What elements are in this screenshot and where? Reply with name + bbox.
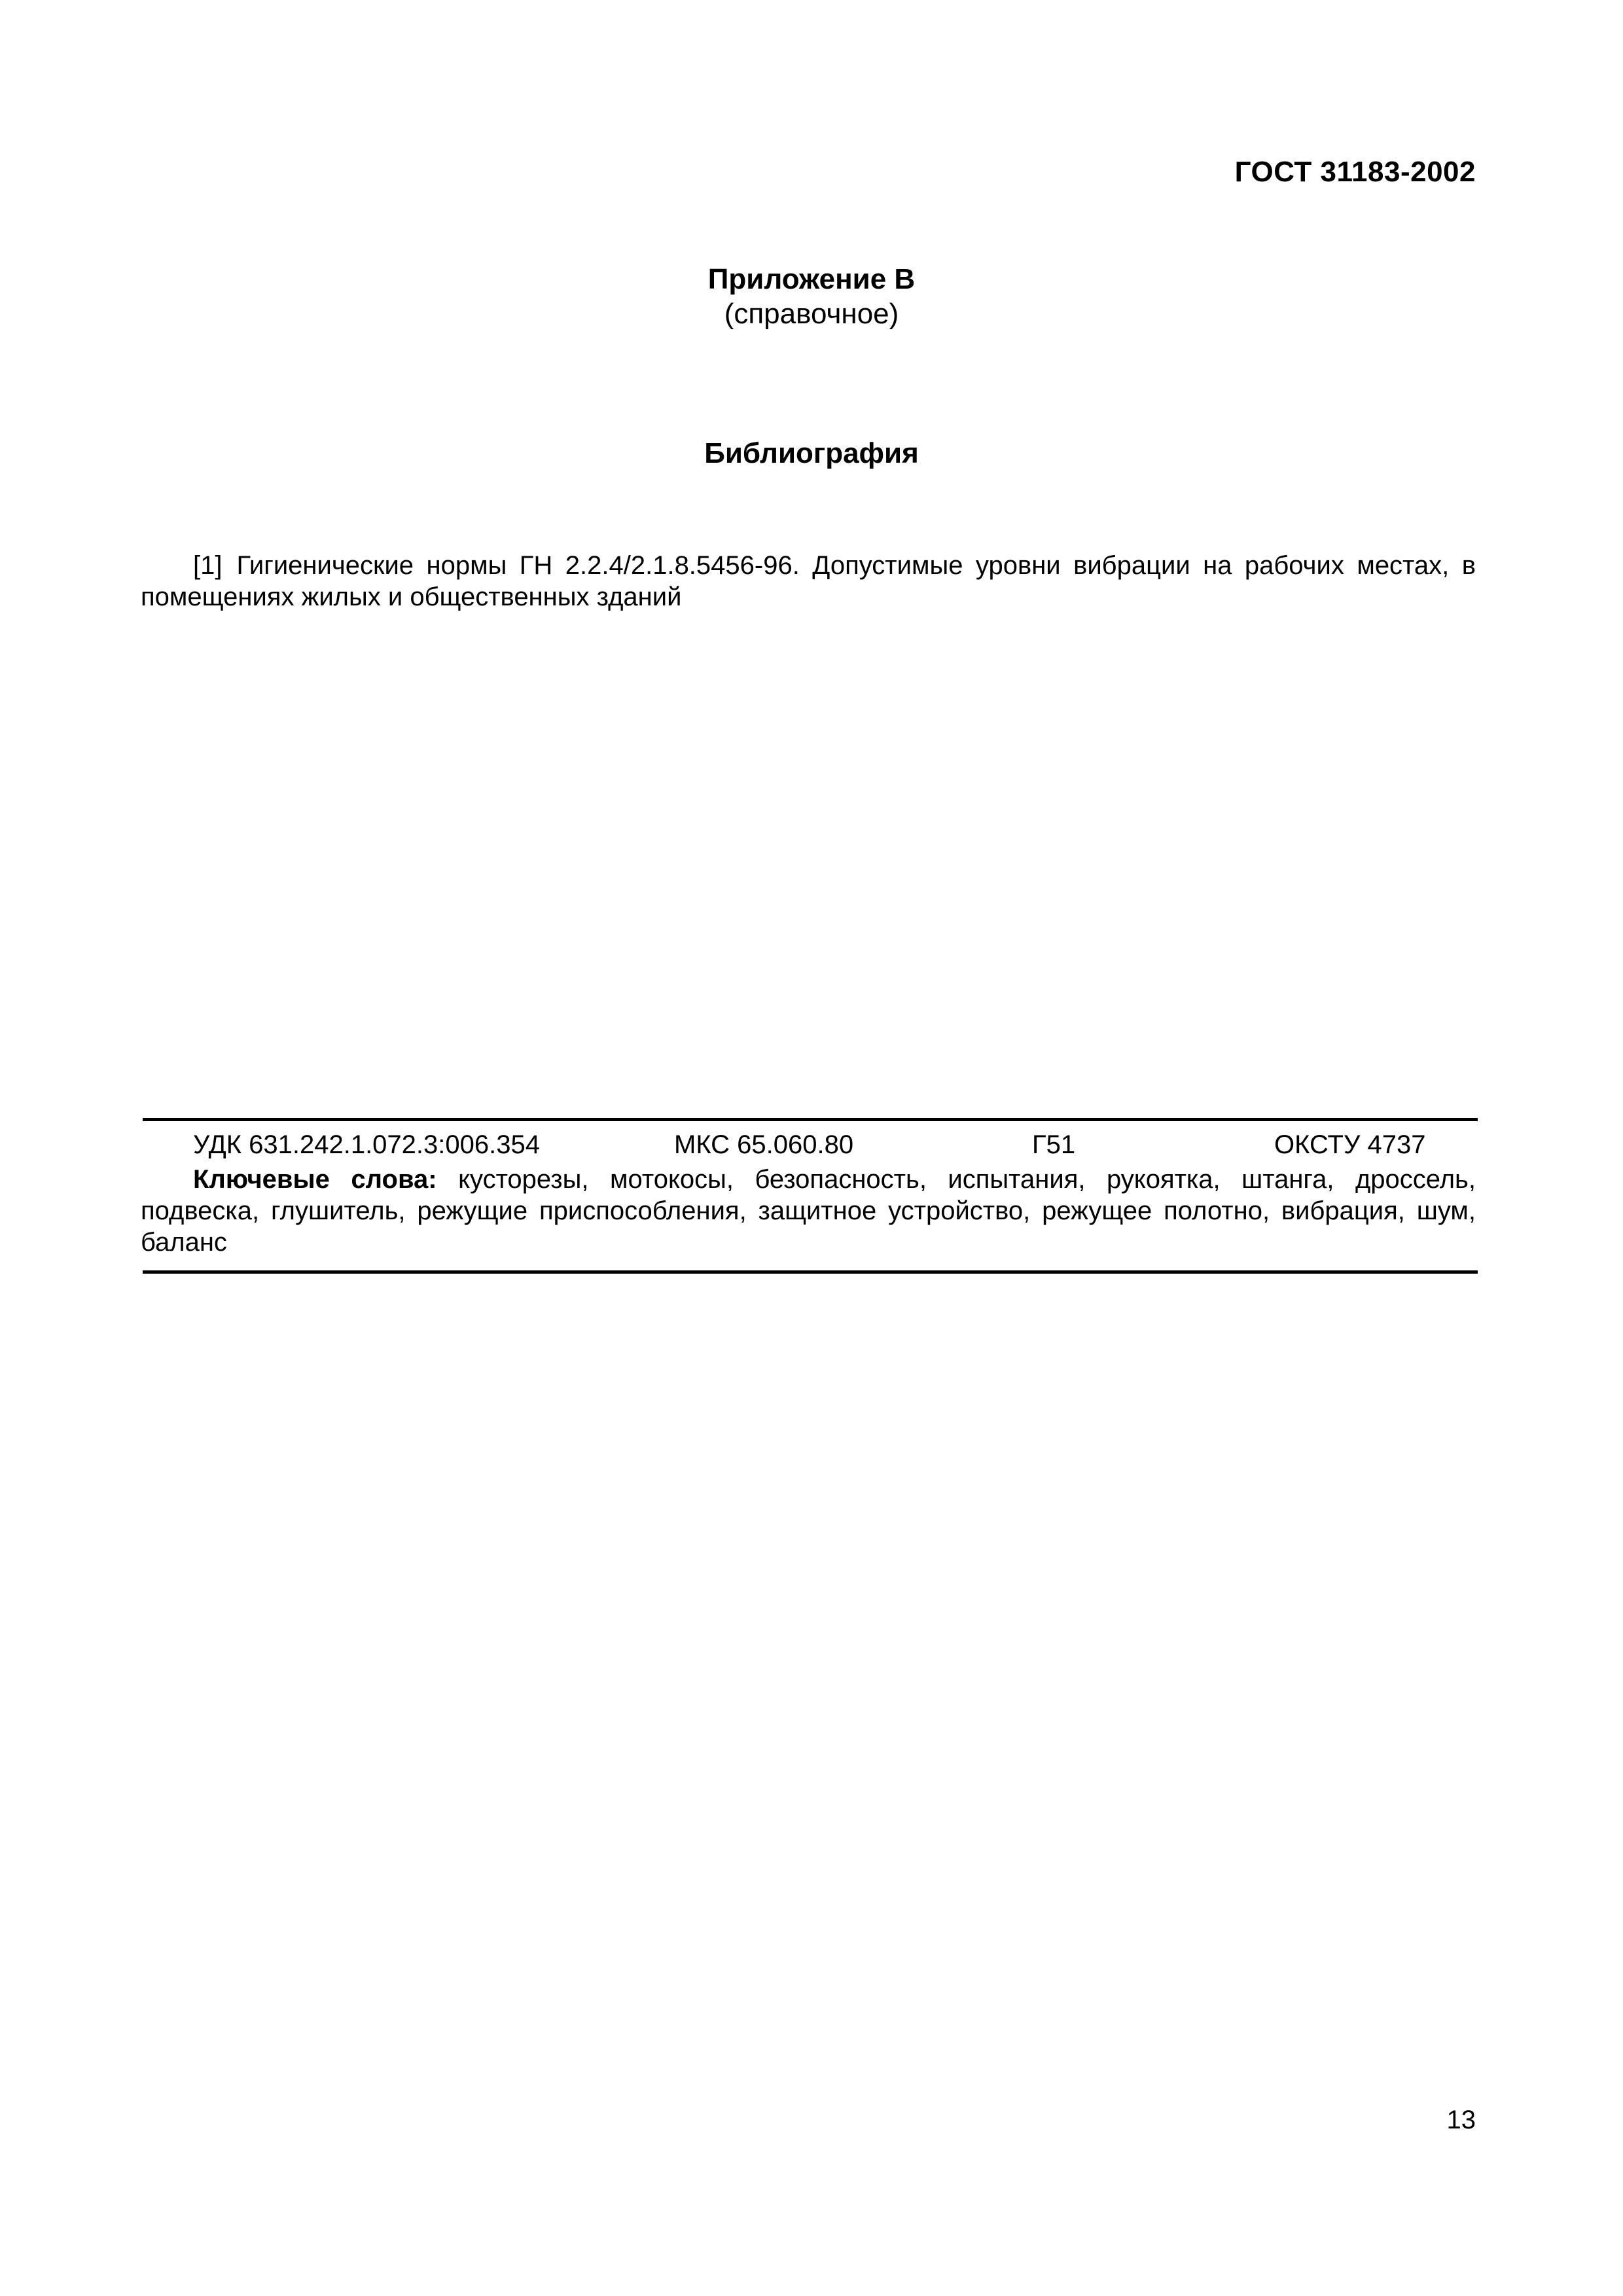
appendix-title: Приложение В <box>707 263 916 295</box>
keywords-paragraph <box>141 1164 1476 1258</box>
bibliography-entry-text: Гигиенические нормы ГН 2.2.4/2.1.8.5456-96. Допустимые уровни вибрации на рабочих местах, в помещениях жилых и общественных зданий <box>141 551 1476 611</box>
classification-row <box>0 1130 1623 1164</box>
mks-code: МКС 65.060.80 <box>674 1130 854 1159</box>
document-code: ГОСТ 31183-2002 <box>1234 156 1476 188</box>
bibliography-entry <box>141 550 1476 613</box>
page-number: 13 <box>1446 2106 1476 2134</box>
divider-top <box>143 1118 1478 1121</box>
bibliography-title: Библиография <box>704 437 919 469</box>
appendix-type: (справочное) <box>724 298 899 330</box>
udk-code: УДК 631.242.1.072.3:006.354 <box>193 1130 540 1159</box>
keywords-text: кусторезы, мотокосы, безопасность, испытания, рукоятка, штанга, дроссель, подвеска, глушитель, режущие приспособления, защитное устройство, режущее полотно, вибрация, шум, баланс <box>141 1165 1476 1257</box>
okstu-code: ОКСТУ 4737 <box>1274 1130 1426 1159</box>
keywords-label: Ключевые слова: <box>193 1165 437 1194</box>
bibliography-entry-number: [1] <box>193 551 223 580</box>
divider-bottom <box>143 1270 1478 1274</box>
okc-code: Г51 <box>1032 1130 1076 1159</box>
